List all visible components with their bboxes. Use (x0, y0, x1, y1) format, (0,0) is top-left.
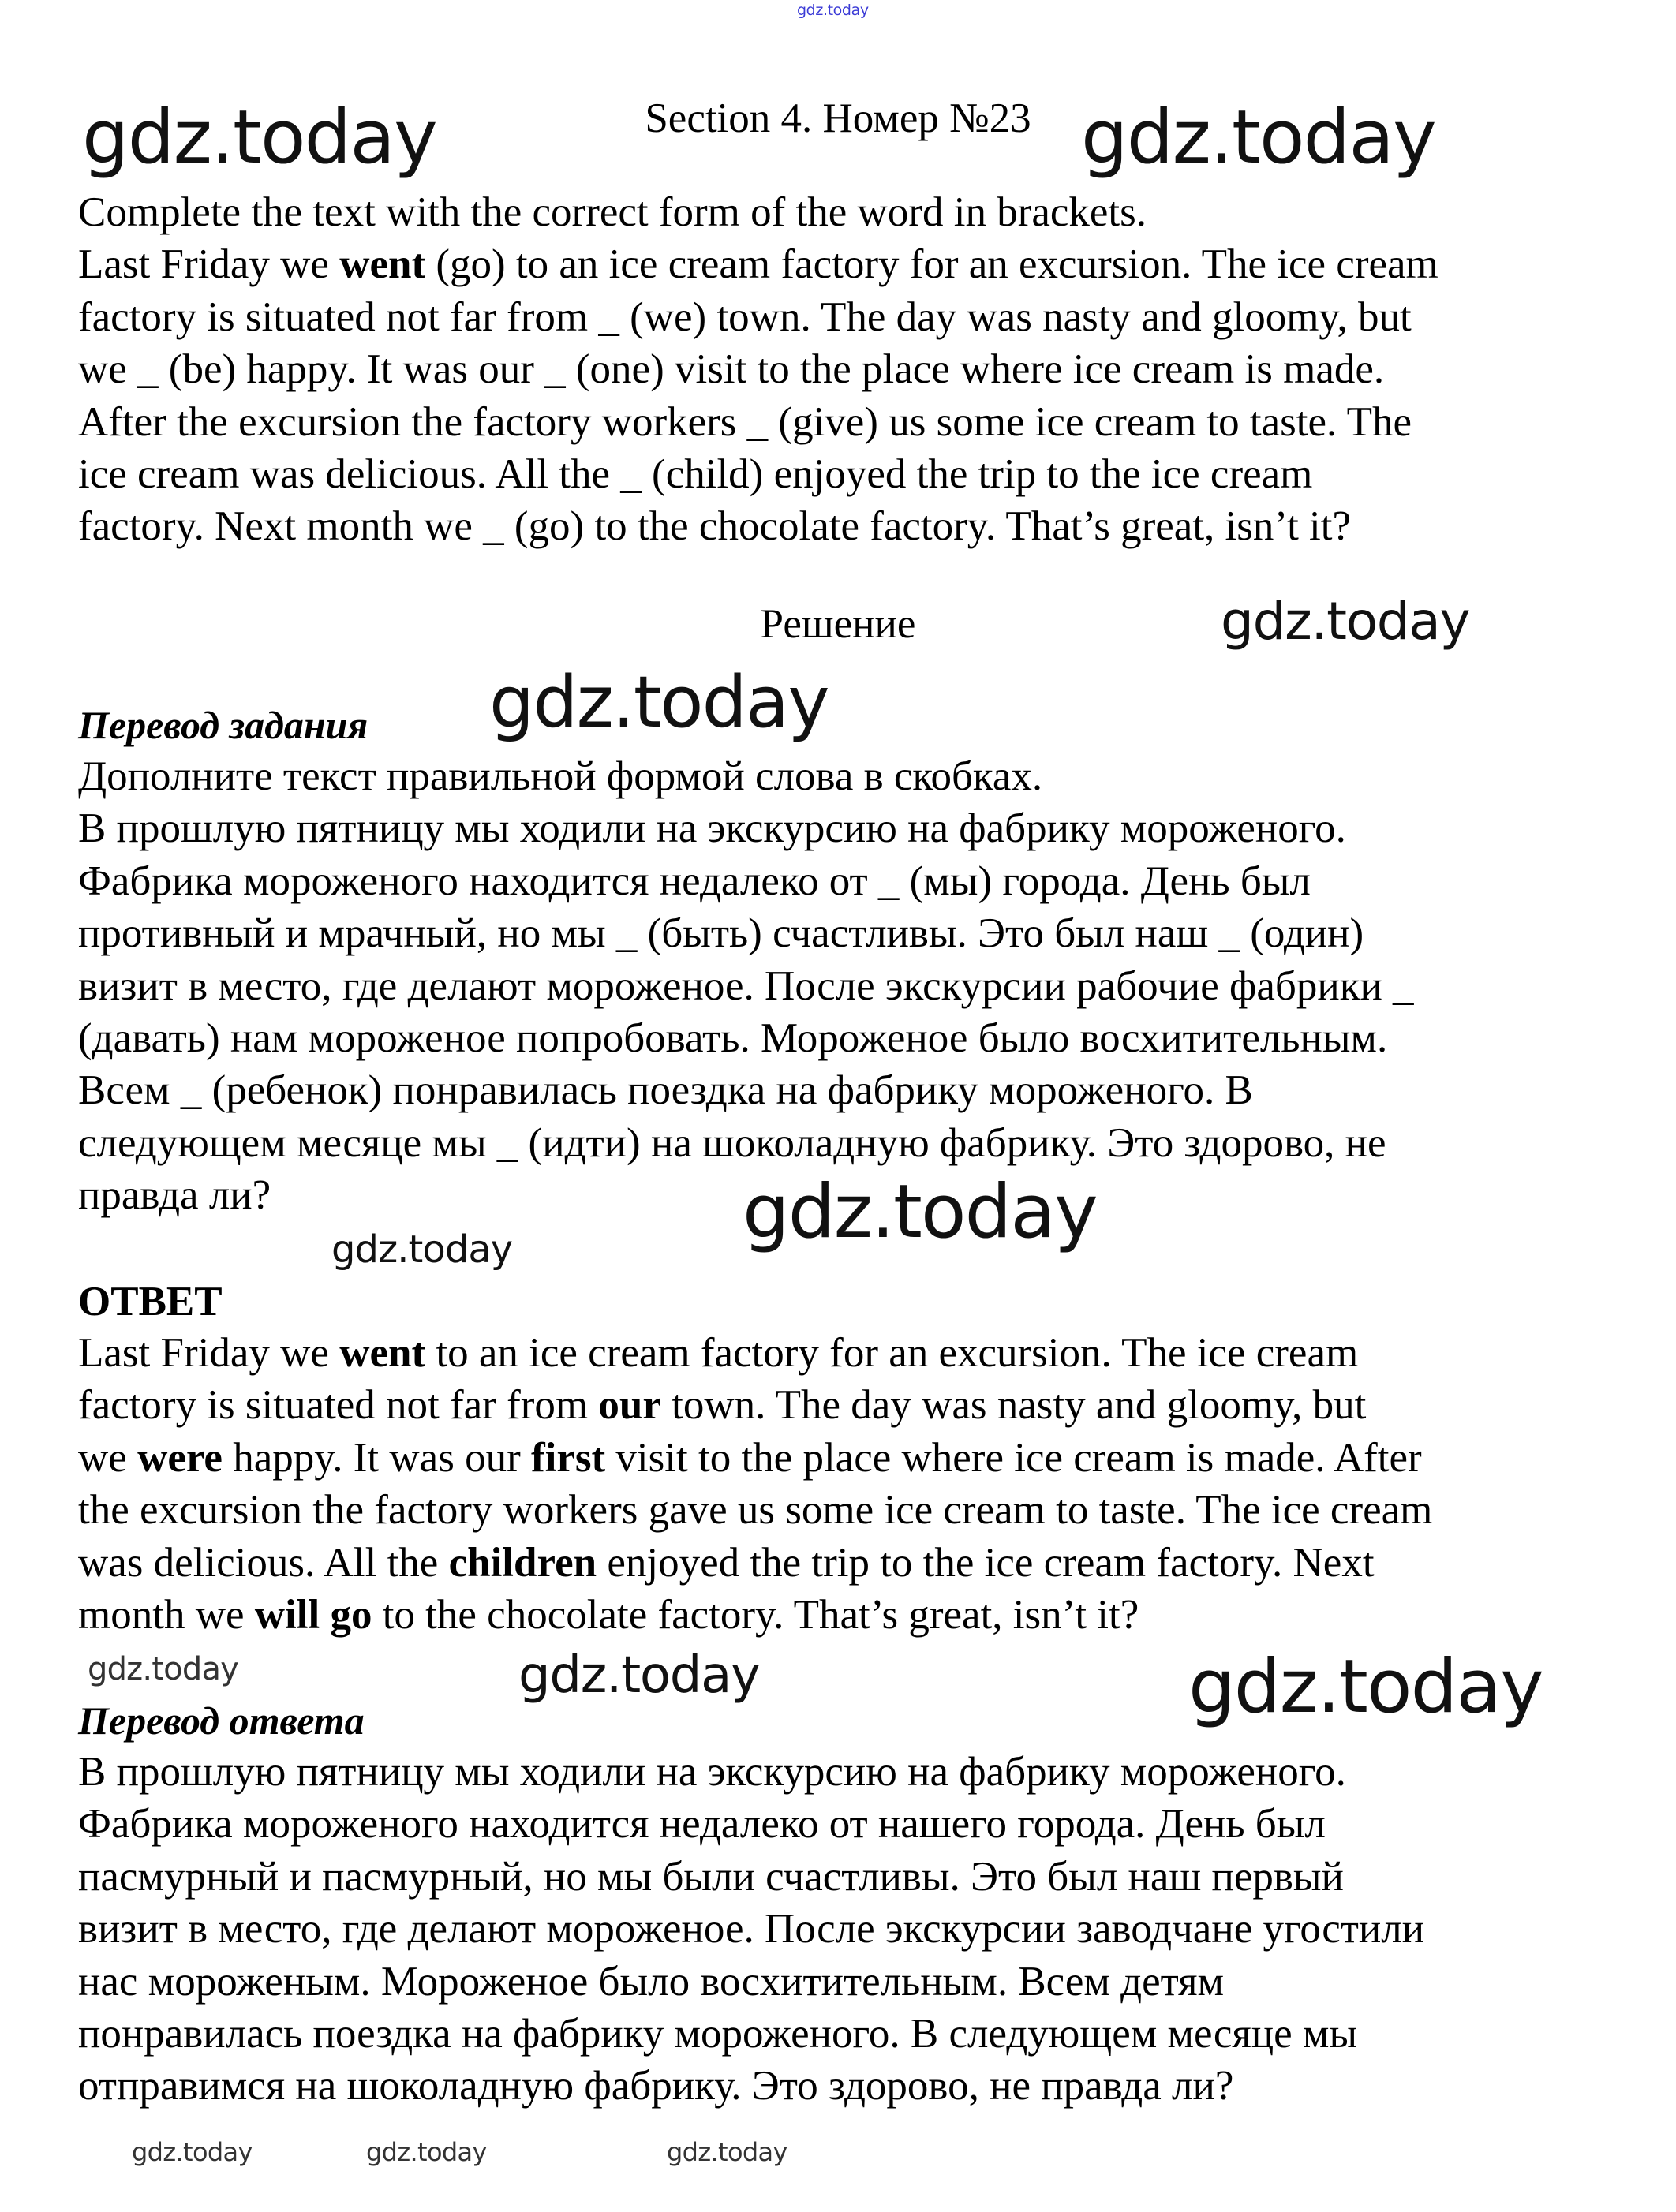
text-line (78, 1064, 1414, 1116)
watermark: gdz.today (132, 2137, 253, 2167)
answer-heading: ОТВЕТ (78, 1279, 223, 1325)
text-line (78, 1798, 1424, 1850)
watermark: gdz.today (1188, 1644, 1543, 1730)
text-line (78, 291, 1438, 343)
text-line (78, 1956, 1424, 2008)
bold-answer-word: our (598, 1382, 661, 1429)
bold-answer-word: will go (254, 1591, 372, 1638)
text-segment: Last Friday we (78, 1330, 340, 1376)
bold-answer-word: went (339, 241, 426, 288)
text-segment: правда ли? (78, 1172, 271, 1219)
text-line (78, 238, 1438, 290)
text-segment: we (78, 1434, 138, 1481)
text-line (78, 1746, 1424, 1798)
text-segment: (давать) нам мороженое попробовать. Мороженое было восхитительным. (78, 1014, 1388, 1061)
watermark: gdz.today (88, 1651, 239, 1687)
text-segment: visit to the place where ice cream is made. After (605, 1434, 1422, 1481)
bold-answer-word: children (448, 1539, 597, 1586)
text-segment: (go) to an ice cream factory for an excursion. The ice cream (425, 241, 1438, 288)
text-line (78, 1379, 1432, 1431)
text-line (78, 1903, 1424, 1955)
text-segment: отправимся на шоколадную фабрику. Это здорово, не правда ли? (78, 2063, 1234, 2109)
text-line (78, 1537, 1432, 1589)
text-line (78, 907, 1414, 959)
text-line (78, 1432, 1432, 1484)
text-segment: понравилась поездка на фабрику мороженого. В следующем месяце мы (78, 2010, 1358, 2057)
text-line (78, 1327, 1432, 1379)
text-segment: to the chocolate factory. That’s great, isn’t it? (372, 1591, 1139, 1638)
text-segment: town. The day was nasty and gloomy, but (660, 1382, 1367, 1429)
text-line (78, 2008, 1424, 2060)
text-line (78, 1012, 1414, 1064)
text-segment: визит в место, где делают мороженое. После экскурсии рабочие фабрики _ (78, 962, 1414, 1009)
answer-text (78, 1327, 1432, 1641)
watermark: gdz.today (518, 1646, 760, 1705)
text-segment: противный и мрачный, но мы _ (быть) счастливы. Это был наш _ (один) (78, 910, 1364, 957)
watermark: gdz.today (331, 1227, 513, 1272)
watermark: gdz.today (489, 661, 829, 744)
text-segment: нас мороженым. Мороженое было восхитительным. Всем детям (78, 1958, 1225, 2005)
text-line (78, 960, 1414, 1012)
bold-answer-word: were (137, 1434, 223, 1481)
bold-answer-word: went (339, 1330, 426, 1376)
text-segment: factory. Next month we _ (go) to the chocolate factory. That’s great, isn’t it? (78, 503, 1352, 550)
watermark-top: gdz.today (797, 2, 869, 19)
text-segment: After the excursion the factory workers _ (give) us some ice cream to taste. The (78, 398, 1412, 445)
watermark: gdz.today (366, 2137, 487, 2167)
text-segment: Complete the text with the correct form of the word in brackets. (78, 189, 1147, 235)
text-line (78, 448, 1438, 500)
text-segment: Всем _ (ребенок) понравилась поездка на фабрику мороженого. В (78, 1067, 1253, 1114)
text-segment: В прошлую пятницу мы ходили на экскурсию на фабрику мороженого. (78, 1749, 1346, 1795)
text-line (78, 343, 1438, 395)
text-line (78, 1851, 1424, 1903)
page-title: Section 4. Номер №23 (645, 95, 1031, 141)
task-text (78, 186, 1438, 553)
watermark: gdz.today (743, 1169, 1097, 1255)
text-line (78, 1169, 1414, 1221)
text-segment: следующем месяце мы _ (идти) на шоколадную фабрику. Это здорово, не (78, 1119, 1386, 1166)
text-segment: визит в место, где делают мороженое. После экскурсии заводчане угостили (78, 1906, 1425, 1952)
text-segment: to an ice cream factory for an excursion. The ice cream (425, 1330, 1359, 1376)
text-segment: enjoyed the trip to the ice cream factory. Next (597, 1539, 1375, 1586)
text-line (78, 855, 1414, 907)
text-line (78, 396, 1438, 448)
watermark: gdz.today (82, 95, 436, 181)
text-segment: was delicious. All the (78, 1539, 449, 1586)
text-segment: Фабрика мороженого находится недалеко от нашего города. День был (78, 1801, 1326, 1848)
text-segment: happy. It was our (222, 1434, 531, 1481)
text-segment: Дополните текст правильной формой слова в скобках. (78, 753, 1043, 799)
task-translation-text (78, 750, 1414, 1222)
text-segment: factory is situated not far from _ (we) town. The day was nasty and gloomy, but (78, 293, 1412, 340)
answer-translation-text (78, 1746, 1424, 2113)
text-segment: В прошлую пятницу мы ходили на экскурсию на фабрику мороженого. (78, 805, 1346, 852)
text-line (78, 186, 1438, 238)
text-line (78, 500, 1438, 552)
watermark: gdz.today (667, 2137, 787, 2167)
answer-translation-heading: Перевод ответа (78, 1698, 365, 1743)
task-translation-heading: Перевод задания (78, 703, 368, 747)
watermark: gdz.today (1221, 591, 1470, 652)
bold-answer-word: first (530, 1434, 606, 1481)
solution-label: Решение (760, 601, 916, 647)
text-segment: we _ (be) happy. It was our _ (one) visit to the place where ice cream is made. (78, 346, 1385, 393)
text-segment: пасмурный и пасмурный, но мы были счастливы. Это был наш первый (78, 1853, 1344, 1900)
text-line (78, 802, 1414, 854)
text-segment: Last Friday we (78, 241, 340, 288)
text-line (78, 1117, 1414, 1169)
text-line (78, 750, 1414, 802)
text-segment: Фабрика мороженого находится недалеко от _ (мы) города. День был (78, 858, 1311, 904)
text-segment: ice cream was delicious. All the _ (child) enjoyed the trip to the ice cream (78, 450, 1313, 497)
text-segment: month we (78, 1591, 255, 1638)
text-line (78, 1589, 1432, 1641)
watermark: gdz.today (1081, 95, 1435, 181)
text-segment: the excursion the factory workers gave us some ice cream to taste. The ice cream (78, 1487, 1433, 1534)
text-segment: factory is situated not far from (78, 1382, 599, 1429)
text-line (78, 1484, 1432, 1536)
text-line (78, 2060, 1424, 2112)
